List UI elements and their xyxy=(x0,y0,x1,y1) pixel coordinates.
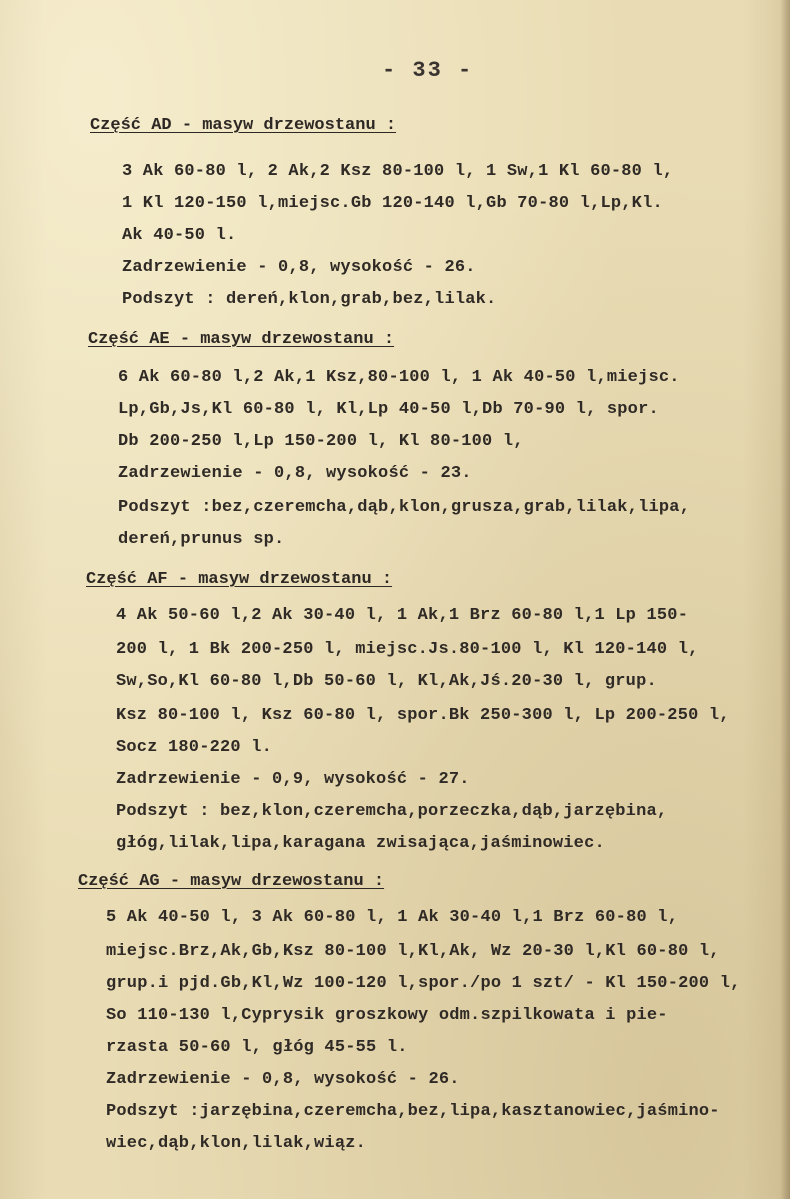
section-ad-line: Podszyt : dereń,klon,grab,bez,lilak. xyxy=(122,290,497,309)
section-ad-line: Ak 40-50 l. xyxy=(122,226,237,245)
section-ae-line: Lp,Gb,Js,Kl 60-80 l, Kl,Lp 40-50 l,Db 70-90 l, spor. xyxy=(118,400,659,419)
section-af-line: Podszyt : bez,klon,czeremcha,porzeczka,dąb,jarzębina, xyxy=(116,802,668,821)
section-ad-line: Zadrzewienie - 0,8, wysokość - 26. xyxy=(122,258,476,277)
section-ag-line: Podszyt :jarzębina,czeremcha,bez,lipa,kasztanowiec,jaśmino- xyxy=(106,1102,720,1121)
section-af-line: 200 l, 1 Bk 200-250 l, miejsc.Js.80-100 l, Kl 120-140 l, xyxy=(116,640,699,659)
section-ae-line: 6 Ak 60-80 l,2 Ak,1 Ksz,80-100 l, 1 Ak 40-50 l,miejsc. xyxy=(118,368,680,387)
section-af-line: głóg,lilak,lipa,karagana zwisająca,jaśminowiec. xyxy=(116,834,605,853)
section-ag-line: rzasta 50-60 l, głóg 45-55 l. xyxy=(106,1038,408,1057)
section-heading-ad: Część AD - masyw drzewostanu : xyxy=(90,116,397,135)
section-af-line: Zadrzewienie - 0,9, wysokość - 27. xyxy=(116,770,470,789)
page-edge-shadow xyxy=(780,0,790,1199)
section-ag-line: Zadrzewienie - 0,8, wysokość - 26. xyxy=(106,1070,460,1089)
section-ae-line: Zadrzewienie - 0,8, wysokość - 23. xyxy=(118,464,472,483)
section-af-line: Ksz 80-100 l, Ksz 60-80 l, spor.Bk 250-300 l, Lp 200-250 l, xyxy=(116,706,730,725)
section-heading-ae: Część AE - masyw drzewostanu : xyxy=(88,330,395,349)
section-ae-line: Db 200-250 l,Lp 150-200 l, Kl 80-100 l, xyxy=(118,432,524,451)
section-af-line: 4 Ak 50-60 l,2 Ak 30-40 l, 1 Ak,1 Brz 60-80 l,1 Lp 150- xyxy=(116,606,689,625)
section-ae-line: dereń,prunus sp. xyxy=(118,530,285,549)
section-af-line: Sw,So,Kl 60-80 l,Db 50-60 l, Kl,Ak,Jś.20-30 l, grup. xyxy=(116,672,657,691)
page-number: - 33 - xyxy=(382,58,474,83)
section-ae-line: Podszyt :bez,czeremcha,dąb,klon,grusza,grab,lilak,lipa, xyxy=(118,498,691,517)
section-ad-line: 3 Ak 60-80 l, 2 Ak,2 Ksz 80-100 l, 1 Sw,1 Kl 60-80 l, xyxy=(122,162,674,181)
section-ag-line: 5 Ak 40-50 l, 3 Ak 60-80 l, 1 Ak 30-40 l,1 Brz 60-80 l, xyxy=(106,908,679,927)
section-ad-line: 1 Kl 120-150 l,miejsc.Gb 120-140 l,Gb 70-80 l,Lp,Kl. xyxy=(122,194,663,213)
section-ag-line: miejsc.Brz,Ak,Gb,Ksz 80-100 l,Kl,Ak, Wz 20-30 l,Kl 60-80 l, xyxy=(106,942,720,961)
section-ag-line: wiec,dąb,klon,lilak,wiąz. xyxy=(106,1134,367,1153)
section-heading-ag: Część AG - masyw drzewostanu : xyxy=(78,872,385,891)
section-ag-line: So 110-130 l,Cyprysik groszkowy odm.szpilkowata i pie- xyxy=(106,1006,668,1025)
section-heading-af: Część AF - masyw drzewostanu : xyxy=(86,570,393,589)
section-af-line: Socz 180-220 l. xyxy=(116,738,273,757)
section-ag-line: grup.i pjd.Gb,Kl,Wz 100-120 l,spor./po 1 szt/ - Kl 150-200 l, xyxy=(106,974,741,993)
